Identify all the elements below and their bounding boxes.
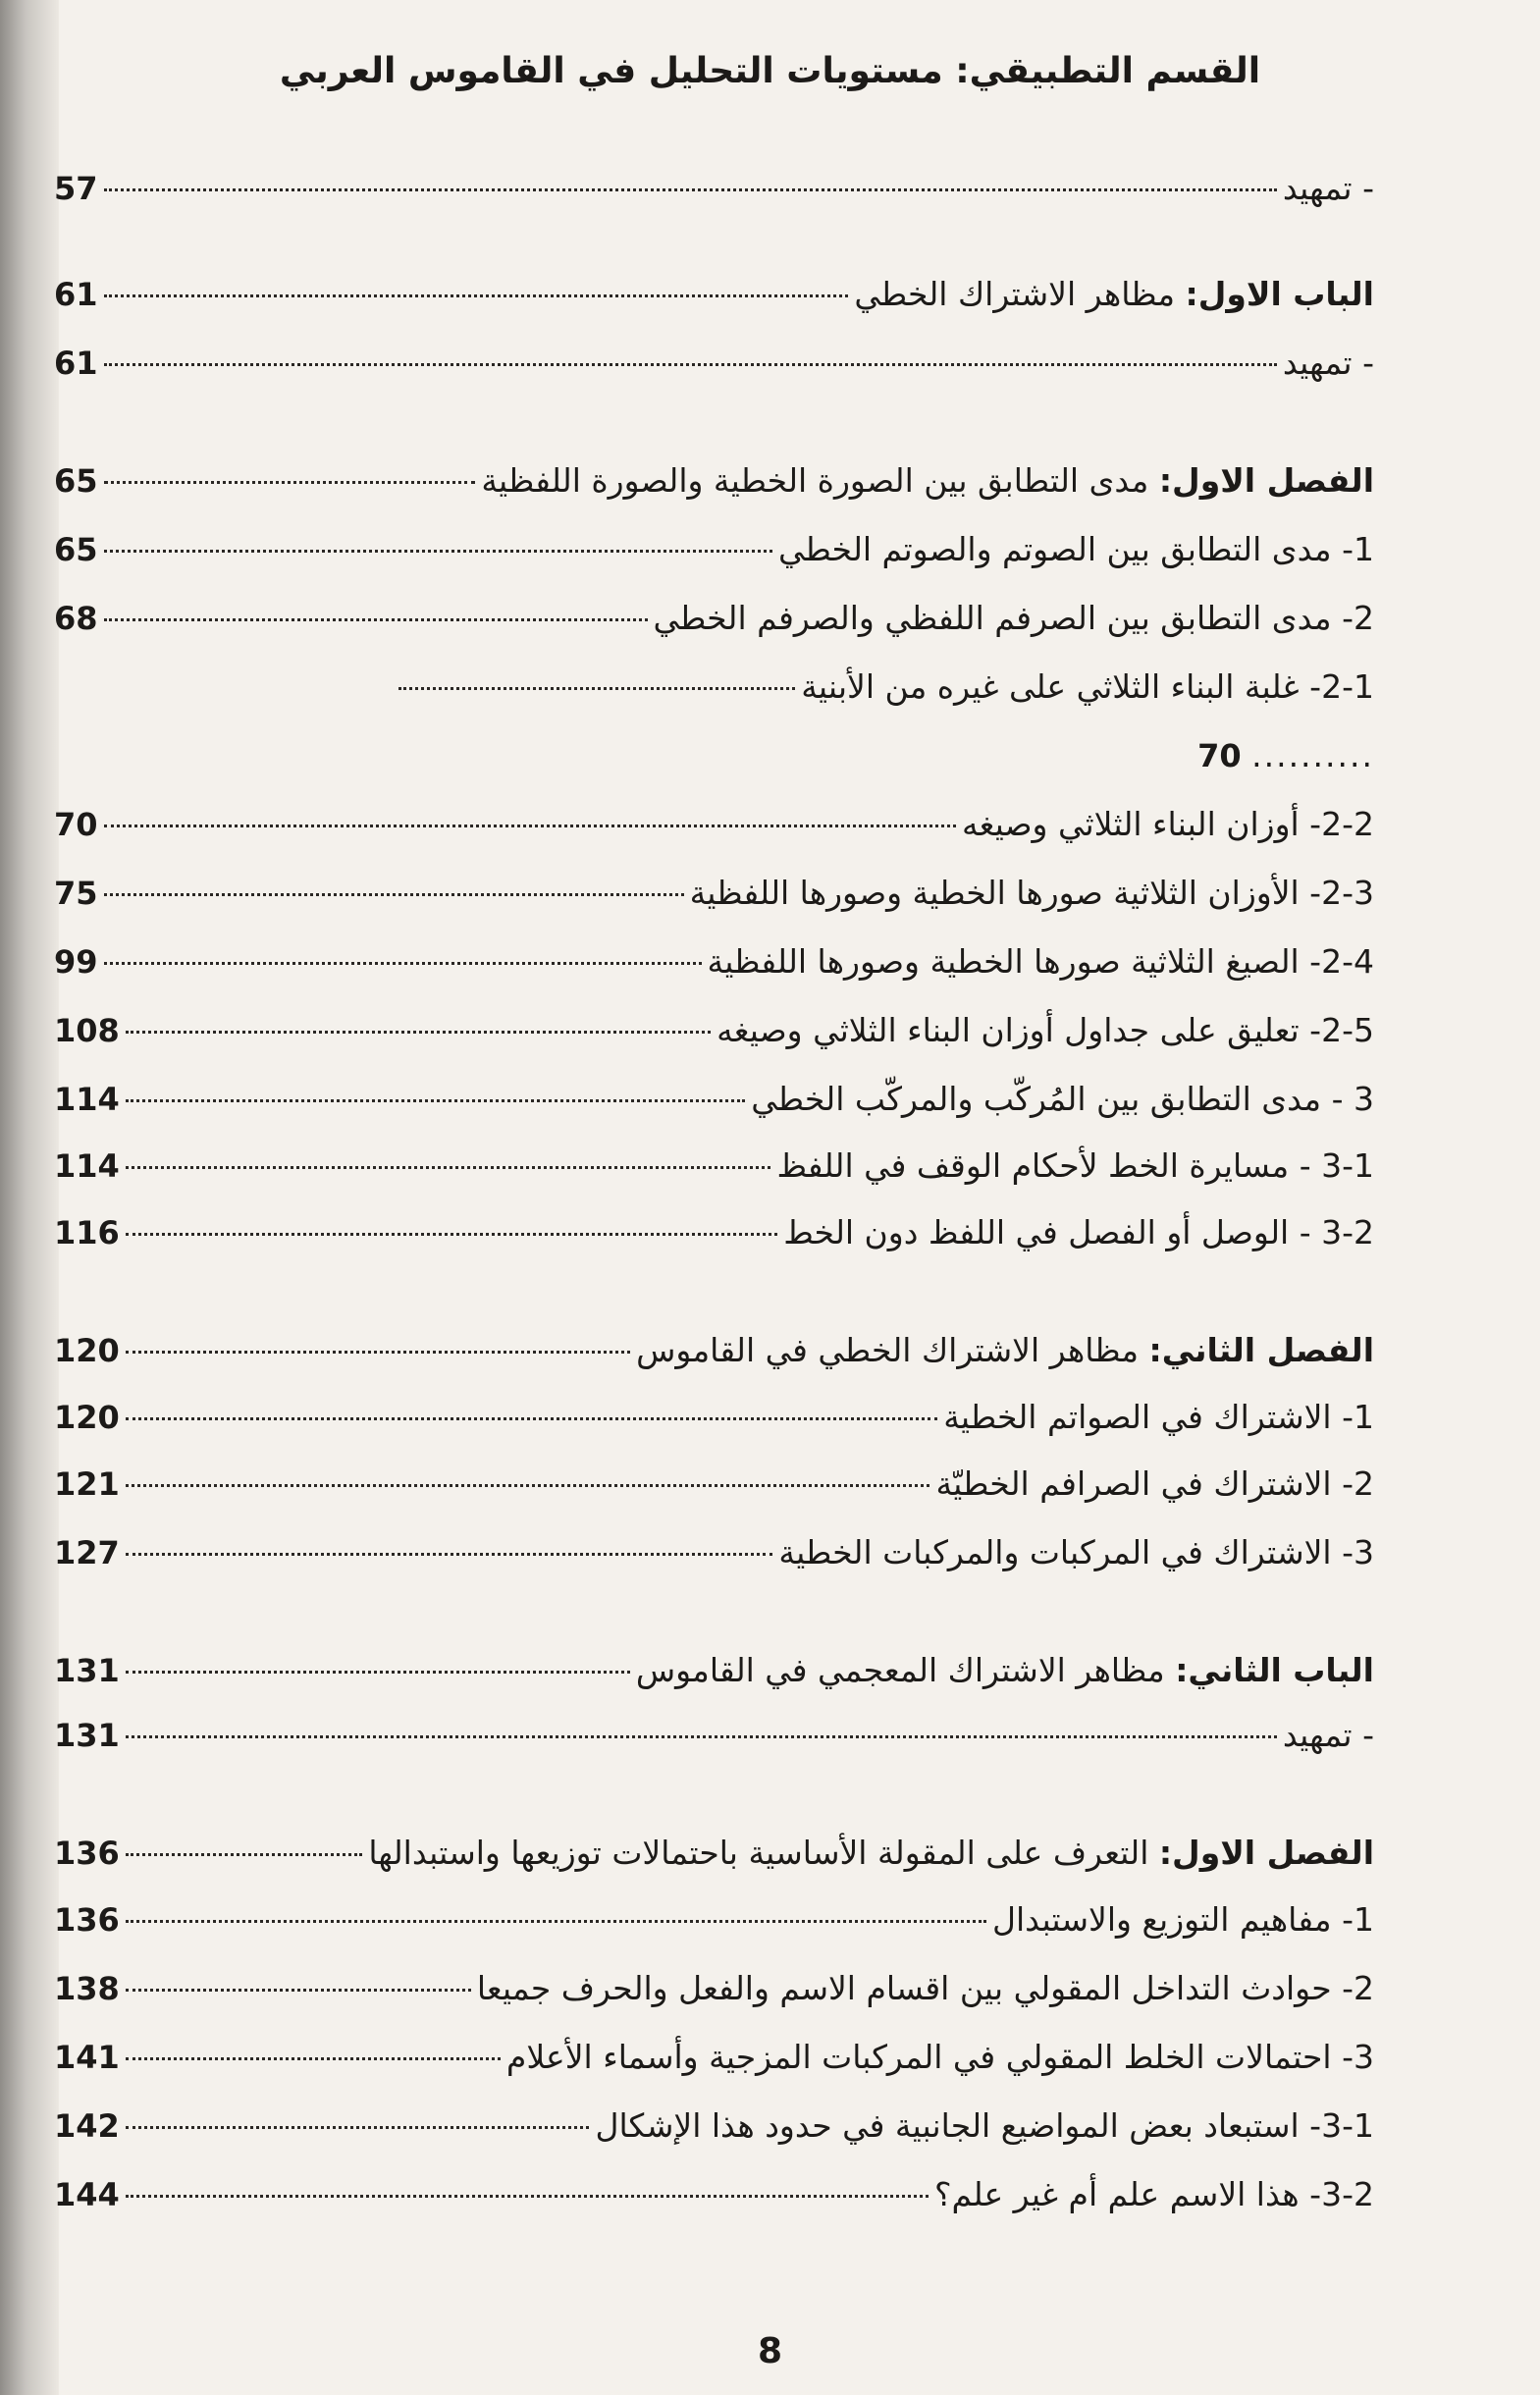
toc-entry-page: 120 [54, 1332, 120, 1369]
dot-leader [126, 2195, 929, 2198]
dot-leader [126, 1989, 471, 1992]
toc-entry [54, 805, 1374, 854]
toc-entry-page: 61 [54, 345, 98, 382]
toc-entry [54, 1969, 1374, 2018]
toc-entry [54, 530, 1374, 579]
toc-entry-title: 2- الاشتراك في الصرافم الخطيّة [935, 1464, 1374, 1503]
toc-entry [54, 1533, 1374, 1582]
toc-entry-page: 120 [54, 1399, 120, 1436]
toc-entry [54, 169, 1374, 218]
dot-leader [126, 1920, 986, 1923]
toc-entry-page: 136 [54, 1901, 120, 1939]
dot-leader [104, 294, 849, 297]
dot-leader [126, 1853, 363, 1856]
toc-entry-page: 121 [54, 1465, 120, 1503]
toc-entry-page: 68 [54, 600, 98, 637]
toc-entry-page: 136 [54, 1835, 120, 1872]
toc-entry-page: 99 [54, 943, 98, 981]
toc-entry-title: 3- الاشتراك في المركبات والمركبات الخطية [778, 1533, 1374, 1571]
toc-entry-title: مظاهر الاشتراك الخطي [854, 275, 1176, 313]
toc-entry-title: 3- احتمالات الخلط المقولي في المركبات المزجية وأسماء الأعلام [505, 2038, 1374, 2076]
dot-leader [126, 2057, 501, 2060]
toc-entry-page: 131 [54, 1717, 120, 1754]
toc-entry-page: 65 [54, 531, 98, 568]
dot-leader [104, 481, 476, 484]
toc-part-label: الباب الاول: [1185, 275, 1374, 313]
dot-leader [126, 1233, 777, 1236]
toc-entry-page: 75 [54, 875, 98, 912]
toc-entry-title: 3-2 - الوصل أو الفصل في اللفظ دون الخط [783, 1213, 1374, 1251]
running-head: القسم التطبيقي: مستويات التحليل في القاموس العربي [279, 51, 1261, 91]
dot-leader [126, 1099, 745, 1102]
toc-entry-page: 108 [54, 1012, 120, 1049]
toc-entry-title: - تمهيد [1282, 344, 1374, 382]
toc-entry [54, 1080, 1374, 1129]
toc-entry-title: مدى التطابق بين الصورة الخطية والصورة اللفظية [481, 461, 1149, 500]
toc-entry-title: 3-2- هذا الاسم علم أم غير علم؟ [934, 2175, 1374, 2213]
toc-entry-title: 3-1 - مسايرة الخط لأحكام الوقف في اللفظ [776, 1146, 1374, 1185]
toc-entry-title: - تمهيد [1282, 169, 1374, 207]
toc-entry-title: 1- مفاهيم التوزيع والاستبدال [992, 1900, 1374, 1939]
toc-entry-page: 141 [54, 2039, 120, 2076]
toc-entry [54, 1213, 1374, 1262]
dot-leader [126, 1351, 630, 1354]
toc-entry-page: 70 [54, 806, 98, 843]
toc-entry-page: 114 [54, 1147, 120, 1185]
toc-entry-title: 2- حوادث التداخل المقولي بين اقسام الاسم والفعل والحرف جميعا [476, 1969, 1374, 2007]
toc-entry-title: 2-2- أوزان البناء الثلاثي وصيغه [961, 805, 1374, 843]
toc-entry [54, 874, 1374, 923]
toc-entry-page: 131 [54, 1652, 120, 1689]
dot-leader [126, 1553, 773, 1556]
toc-entry [54, 2106, 1374, 2156]
toc-entry-page: 127 [54, 1534, 120, 1571]
dot-leader: .......... [1251, 736, 1374, 774]
toc-entry-title: 2-1- غلبة البناء الثلاثي على غيره من الأبنية [801, 667, 1374, 706]
toc-entry-page: 138 [54, 1970, 120, 2007]
dot-leader [104, 550, 772, 553]
dot-leader [126, 1166, 771, 1169]
page-number: 8 [757, 2331, 783, 2371]
toc-entry-page: 65 [54, 462, 98, 500]
toc-entry-title: مظاهر الاشتراك المعجمي في القاموس [635, 1651, 1165, 1689]
dot-leader [398, 687, 795, 690]
toc-entry [54, 1146, 1374, 1196]
toc-entry-continuation [54, 736, 1374, 785]
toc-entry-title: 2-4- الصيغ الثلاثية صورها الخطية وصورها اللفظية [707, 942, 1374, 981]
dot-leader [126, 2126, 590, 2129]
toc-chapter-heading [54, 461, 1374, 510]
dot-leader [104, 188, 1277, 191]
toc-entry-title: 1- الاشتراك في الصواتم الخطية [943, 1398, 1374, 1436]
toc-chapter-label: الفصل الاول: [1158, 461, 1374, 500]
dot-leader [126, 1671, 630, 1674]
toc-entry-page: 70 [1197, 737, 1242, 774]
toc-entry-page: 142 [54, 2107, 120, 2145]
toc-entry [54, 1464, 1374, 1514]
toc-entry-title: 2- مدى التطابق بين الصرفم اللفظي والصرفم الخطي [653, 599, 1374, 637]
toc-entry [54, 942, 1374, 991]
dot-leader [104, 363, 1277, 366]
toc-entry-page: 57 [54, 170, 98, 207]
toc-part-heading [54, 1651, 1374, 1700]
dot-leader [104, 618, 648, 621]
toc-entry-title: التعرف على المقولة الأساسية باحتمالات توزيعها واستبدالها [368, 1834, 1149, 1872]
dot-leader [104, 893, 684, 896]
dot-leader [126, 1417, 937, 1420]
dot-leader [104, 825, 956, 827]
toc-chapter-label: الفصل الثاني: [1148, 1331, 1374, 1369]
toc-entry-title: مظاهر الاشتراك الخطي في القاموس [636, 1331, 1140, 1369]
toc-entry [54, 1900, 1374, 1949]
toc-chapter-heading [54, 1834, 1374, 1883]
toc-entry-title: 3 - مدى التطابق بين المُركّب والمركّب الخطي [751, 1080, 1374, 1118]
toc-chapter-heading [54, 1331, 1374, 1380]
dot-leader [126, 1735, 1277, 1738]
toc-entry-page: 114 [54, 1081, 120, 1118]
toc-entry [54, 344, 1374, 393]
toc-entry [54, 2175, 1374, 2224]
toc-part-label: الباب الثاني: [1175, 1651, 1374, 1689]
toc-entry-title: 1- مدى التطابق بين الصوتم والصوتم الخطي [777, 530, 1374, 568]
toc-entry-title: 2-3- الأوزان الثلاثية صورها الخطية وصورها اللفظية [689, 874, 1374, 912]
toc-entry [54, 1011, 1374, 1060]
toc-part-heading [54, 275, 1374, 324]
toc-entry [54, 1716, 1374, 1765]
toc-chapter-label: الفصل الاول: [1158, 1834, 1374, 1872]
toc-entry [54, 599, 1374, 648]
dot-leader [104, 962, 702, 965]
toc-entry [54, 2038, 1374, 2087]
toc-entry-page: 116 [54, 1214, 120, 1251]
toc-entry [393, 667, 1374, 717]
toc-entry-title: - تمهيد [1282, 1716, 1374, 1754]
toc-entry-title: 3-1- استبعاد بعض المواضيع الجانبية في حدود هذا الإشكال [595, 2106, 1374, 2145]
dot-leader [126, 1031, 711, 1034]
dot-leader [126, 1484, 930, 1487]
toc-entry-page: 61 [54, 276, 98, 313]
toc-entry-title: 2-5- تعليق على جداول أوزان البناء الثلاثي وصيغه [717, 1011, 1374, 1049]
toc-entry [54, 1398, 1374, 1447]
toc-entry-page: 144 [54, 2176, 120, 2213]
